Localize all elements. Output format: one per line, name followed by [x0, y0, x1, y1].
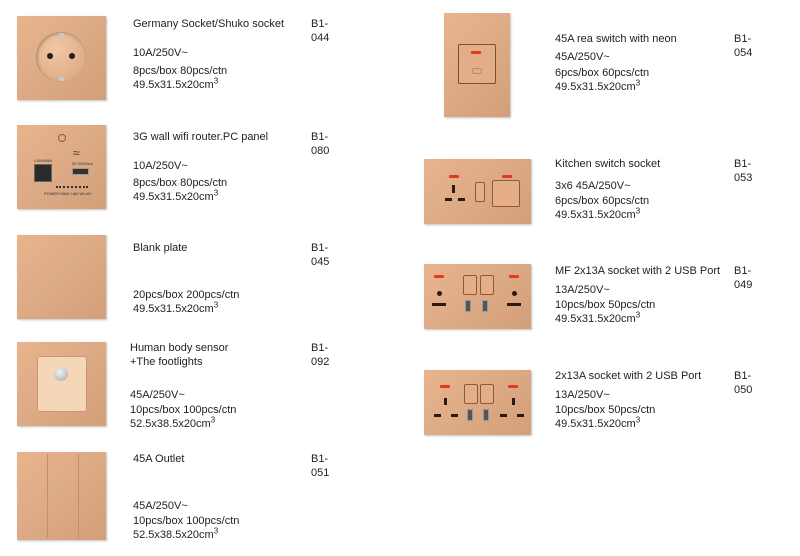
socket-pin-slot	[434, 414, 441, 417]
product-spec-packing: 8pcs/box 80pcs/ctn	[133, 177, 228, 189]
socket-pin-slot	[445, 198, 452, 201]
product-dimensions: $49.5x31.5x20cm^3$	[555, 310, 641, 325]
product-name: MF 2x13A socket with 2 USB Port	[555, 265, 721, 277]
product-spec-packing: 10pcs/box 100pcs/ctn	[130, 404, 237, 416]
product-name: 45A Outlet	[133, 453, 185, 465]
socket-pin-slot	[500, 414, 507, 417]
product-dimensions: $52.5x38.5x20cm^3$	[133, 526, 219, 541]
product-dimensions: $49.5x31.5x20cm^3$	[133, 76, 219, 91]
switch-rocker	[480, 384, 494, 404]
neon-indicator	[508, 385, 518, 388]
earth-clip	[59, 33, 64, 37]
product-code: B1-053	[734, 158, 753, 184]
socket-pin-slot	[517, 414, 524, 417]
product-code: B1-049	[734, 265, 753, 291]
usb-port-icon	[467, 409, 473, 421]
product-dimensions: $49.5x31.5x20cm^3$	[555, 415, 641, 430]
product-spec-rating: 45A/250V~	[555, 51, 610, 63]
product-dimensions: $49.5x31.5x20cm^3$	[555, 78, 641, 93]
product-name: Kitchen switch socket	[555, 158, 661, 170]
usb-label: 5V 2000mA	[72, 161, 93, 166]
switch-rocker	[463, 275, 477, 295]
neon-indicator	[434, 275, 444, 278]
indicator-label: POWER WAN LAN WLAN	[44, 191, 91, 196]
product-spec-rating: 45A/250V~	[130, 389, 185, 401]
product-spec-packing: 10pcs/box 50pcs/ctn	[555, 404, 656, 416]
usb-port-icon	[465, 300, 471, 312]
wifi-router-panel-image	[17, 125, 106, 209]
schuko-socket-image	[17, 16, 106, 100]
product-name: Blank plate	[133, 242, 188, 254]
product-code: B1-051	[311, 453, 330, 479]
sensor-lens-icon	[54, 367, 68, 381]
ethernet-port	[34, 164, 52, 182]
product-spec-rating: 10A/250V~	[133, 47, 188, 59]
product-spec-packing: 8pcs/box 80pcs/ctn	[133, 65, 228, 77]
neon-indicator	[449, 175, 459, 178]
switch-rocker	[492, 180, 520, 207]
product-spec-rating: 10A/250V~	[133, 160, 188, 172]
usb-port-icon	[72, 168, 89, 175]
outlet-cover	[47, 454, 79, 538]
product-code: B1-054	[734, 33, 753, 59]
socket-pin-slot	[432, 303, 446, 306]
product-name: Human body sensor	[130, 342, 229, 354]
neon-indicator	[509, 275, 519, 278]
switch-rocker	[458, 44, 496, 84]
switch-symbol-icon	[472, 68, 482, 74]
socket-usb-image	[424, 370, 531, 435]
wifi-icon: ≈	[73, 146, 80, 160]
product-spec-packing: 10pcs/box 100pcs/ctn	[133, 515, 240, 527]
product-spec-packing: 6pcs/box 60pcs/ctn	[555, 195, 650, 207]
product-name: 2x13A socket with 2 USB Port	[555, 370, 702, 382]
socket-pin-slot	[458, 198, 465, 201]
panel-dot-icon	[58, 134, 66, 142]
product-dimensions: $49.5x31.5x20cm^3$	[133, 300, 219, 315]
neon-indicator	[440, 385, 450, 388]
product-dimensions: $49.5x31.5x20cm^3$	[133, 188, 219, 203]
product-dimensions: $52.5x38.5x20cm^3$	[130, 415, 216, 430]
product-code: B1-044	[311, 18, 330, 44]
product-spec-rating: 3x6 45A/250V~	[555, 180, 631, 192]
indicator-lights	[56, 186, 88, 190]
product-code: B1-045	[311, 242, 330, 268]
product-name: 45A rea switch with neon	[555, 33, 677, 45]
socket-pin-slot	[512, 291, 517, 296]
socket-pin-slot	[507, 303, 521, 306]
socket-pin-slot	[444, 398, 447, 405]
socket-pin-slot	[452, 185, 455, 193]
socket-recess	[36, 32, 86, 82]
product-code: B1-092	[311, 342, 330, 368]
blank-plate-image	[17, 235, 106, 319]
socket-pin-slot	[512, 398, 515, 405]
product-spec-rating: 45A/250V~	[133, 500, 188, 512]
product-spec-rating: 13A/250V~	[555, 389, 610, 401]
usb-port-icon	[483, 409, 489, 421]
switch-45a-image	[444, 13, 510, 117]
body-sensor-image	[17, 342, 106, 426]
earth-clip	[59, 77, 64, 81]
port-label: LAN/WAN	[34, 158, 53, 163]
socket-pin-slot	[437, 291, 442, 296]
kitchen-switch-socket-image	[424, 159, 531, 224]
product-spec-packing: 10pcs/box 50pcs/ctn	[555, 299, 656, 311]
socket-pin-slot	[451, 414, 458, 417]
product-name-line2: +The footlights	[130, 356, 203, 368]
product-spec-packing: 20pcs/box 200pcs/ctn	[133, 289, 240, 301]
outlet-45a-image	[17, 452, 106, 540]
socket-hole	[47, 53, 53, 59]
product-spec-packing: 6pcs/box 60pcs/ctn	[555, 67, 650, 79]
switch-rocker	[475, 182, 485, 202]
usb-port-icon	[482, 300, 488, 312]
product-code: B1-080	[311, 131, 330, 157]
product-dimensions: $49.5x31.5x20cm^3$	[555, 206, 641, 221]
product-spec-rating: 13A/250V~	[555, 284, 610, 296]
sensor-module	[37, 356, 87, 412]
product-name: 3G wall wifi router.PC panel	[133, 131, 269, 143]
product-code: B1-050	[734, 370, 753, 396]
switch-rocker	[464, 384, 478, 404]
neon-indicator	[471, 51, 481, 54]
mf-socket-usb-image	[424, 264, 531, 329]
neon-indicator	[502, 175, 512, 178]
socket-hole	[69, 53, 75, 59]
switch-rocker	[480, 275, 494, 295]
product-name: Germany Socket/Shuko socket	[133, 18, 285, 30]
